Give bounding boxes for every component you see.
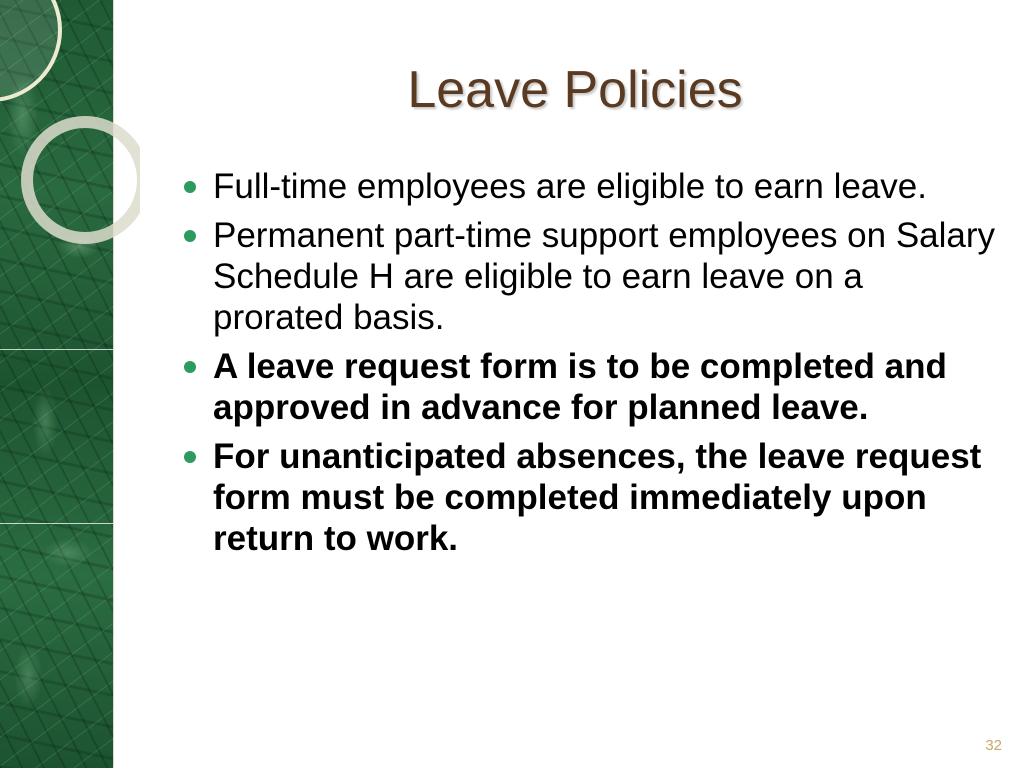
strip-edge-line (113, 0, 114, 768)
bullet-item (181, 346, 1001, 428)
green-marble-strip (0, 0, 113, 768)
strip-divider (0, 349, 113, 350)
bullet-dot-icon (184, 181, 196, 193)
bullet-text: For unanticipated absences, the leave request form must be completed immediately upon return to work. (213, 437, 982, 558)
bullet-dot-icon (184, 361, 196, 373)
bullet-item (181, 215, 1001, 338)
bullet-text: Permanent part-time support employees on Salary Schedule H are eligible to earn leave on a prorated basis. (213, 216, 996, 337)
page-number: 32 (985, 737, 1002, 754)
bullet-text: Full-time employees are eligible to earn leave. (213, 167, 927, 206)
strip-divider (0, 523, 113, 524)
bullet-item (181, 166, 1001, 207)
slide-title: Leave Policies (407, 61, 743, 119)
bullet-text: A leave request form is to be completed and approved in advance for planned leave. (213, 347, 947, 427)
bullet-dot-icon (184, 230, 196, 242)
bullet-list (181, 166, 1001, 567)
bullet-dot-icon (184, 451, 196, 463)
bullet-item (181, 436, 1001, 559)
